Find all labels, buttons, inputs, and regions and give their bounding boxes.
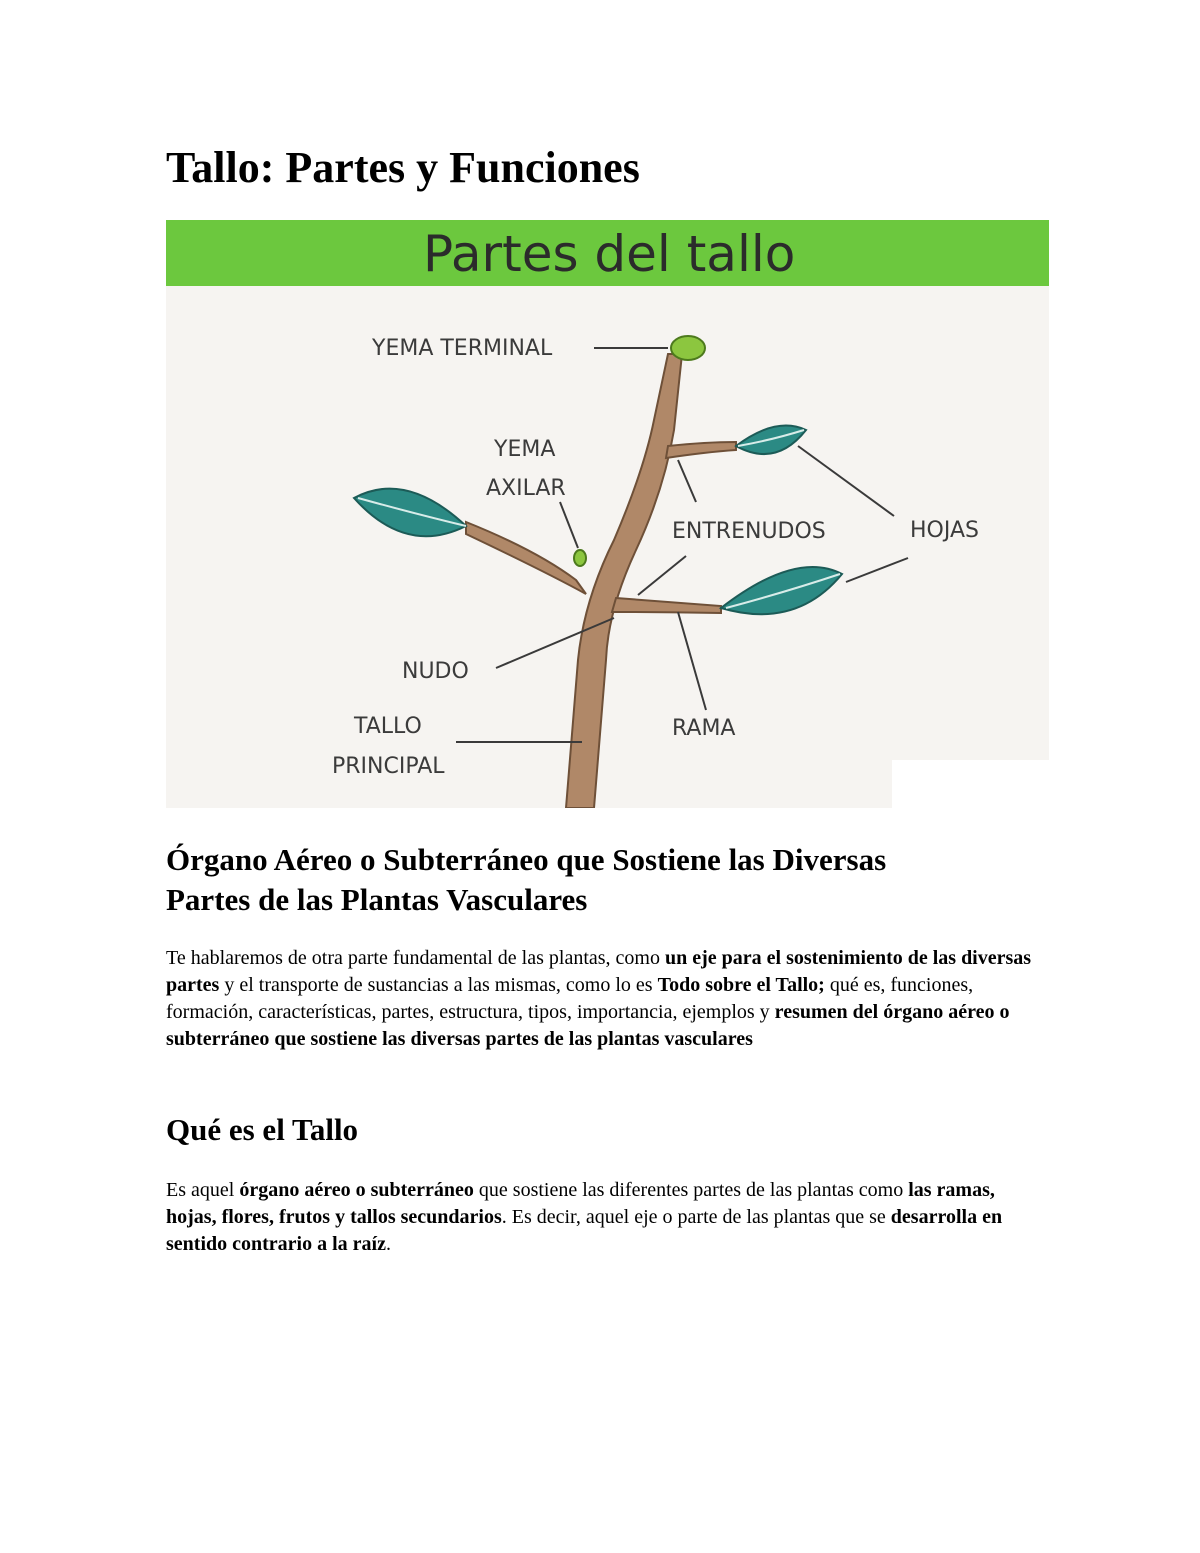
section1-paragraph bbox=[166, 945, 1036, 1053]
label-yema-terminal: YEMA TERMINAL bbox=[372, 336, 553, 361]
left-branch bbox=[466, 522, 586, 594]
text-run: Te hablaremos de otra parte fundamental de las plantas, como bbox=[166, 947, 665, 969]
axillary-bud bbox=[574, 550, 586, 566]
leader-entrenudos-b bbox=[638, 556, 686, 595]
text-run: que sostiene las diferentes partes de las plantas como bbox=[473, 1179, 909, 1201]
upper-right-branch bbox=[666, 442, 736, 458]
label-entrenudos: ENTRENUDOS bbox=[672, 519, 826, 544]
plant-illustration bbox=[166, 220, 1049, 808]
stem-parts-diagram bbox=[166, 220, 1049, 808]
label-hojas: HOJAS bbox=[910, 518, 979, 543]
text-run: y el transporte de sustancias a las mismas, como lo es bbox=[219, 974, 658, 996]
lower-right-leaf bbox=[721, 567, 842, 614]
bold-run: resumen del órgano aéreo o subterráneo que sostiene las diversas partes de las plantas vasculares bbox=[166, 1001, 1010, 1050]
label-tallo-principal-line2: PRINCIPAL bbox=[332, 754, 445, 779]
section1-heading-line2: Partes de las Plantas Vasculares bbox=[166, 882, 588, 917]
text-run: . bbox=[385, 1233, 391, 1255]
terminal-bud bbox=[671, 336, 705, 360]
diagram-title: Partes del tallo bbox=[423, 225, 796, 283]
bold-run: desarrolla en sentido contrario a la raíz bbox=[166, 1206, 1003, 1255]
label-nudo: NUDO bbox=[402, 659, 469, 684]
label-tallo-principal-line1: TALLO bbox=[354, 714, 422, 739]
section1-heading-line1: Órgano Aéreo o Subterráneo que Sostiene las Diversas bbox=[166, 842, 887, 877]
section2-paragraph bbox=[166, 1177, 1036, 1258]
label-yema-axilar-line2: AXILAR bbox=[486, 476, 566, 501]
text-run: Es aquel bbox=[166, 1179, 240, 1201]
leader-rama bbox=[678, 612, 706, 710]
label-rama: RAMA bbox=[672, 716, 736, 741]
lower-right-branch bbox=[612, 598, 721, 613]
bold-run: órgano aéreo o subterráneo bbox=[239, 1179, 474, 1201]
bold-run: un eje para el sostenimiento de las diversas partes bbox=[166, 947, 1032, 996]
bold-run: Todo sobre el Tallo; bbox=[657, 974, 825, 996]
leader-hojas-a bbox=[798, 446, 894, 516]
label-yema-axilar-line1: YEMA bbox=[494, 437, 556, 462]
bold-run: las ramas, hojas, flores, frutos y tallos secundarios bbox=[166, 1179, 995, 1228]
leader-entrenudos-a bbox=[678, 460, 696, 502]
text-run: . Es decir, aquel eje o parte de las plantas que se bbox=[501, 1206, 891, 1228]
text-run: qué es, funciones, formación, características, partes, estructura, tipos, importancia, ejemplos y bbox=[166, 974, 974, 1023]
leader-yema-axilar bbox=[560, 502, 578, 548]
main-stem bbox=[566, 354, 682, 808]
section2-heading: Qué es el Tallo bbox=[166, 1112, 359, 1147]
leader-hojas-b bbox=[846, 558, 908, 582]
page-title: Tallo: Partes y Funciones bbox=[166, 143, 640, 192]
section1-heading bbox=[166, 840, 886, 920]
